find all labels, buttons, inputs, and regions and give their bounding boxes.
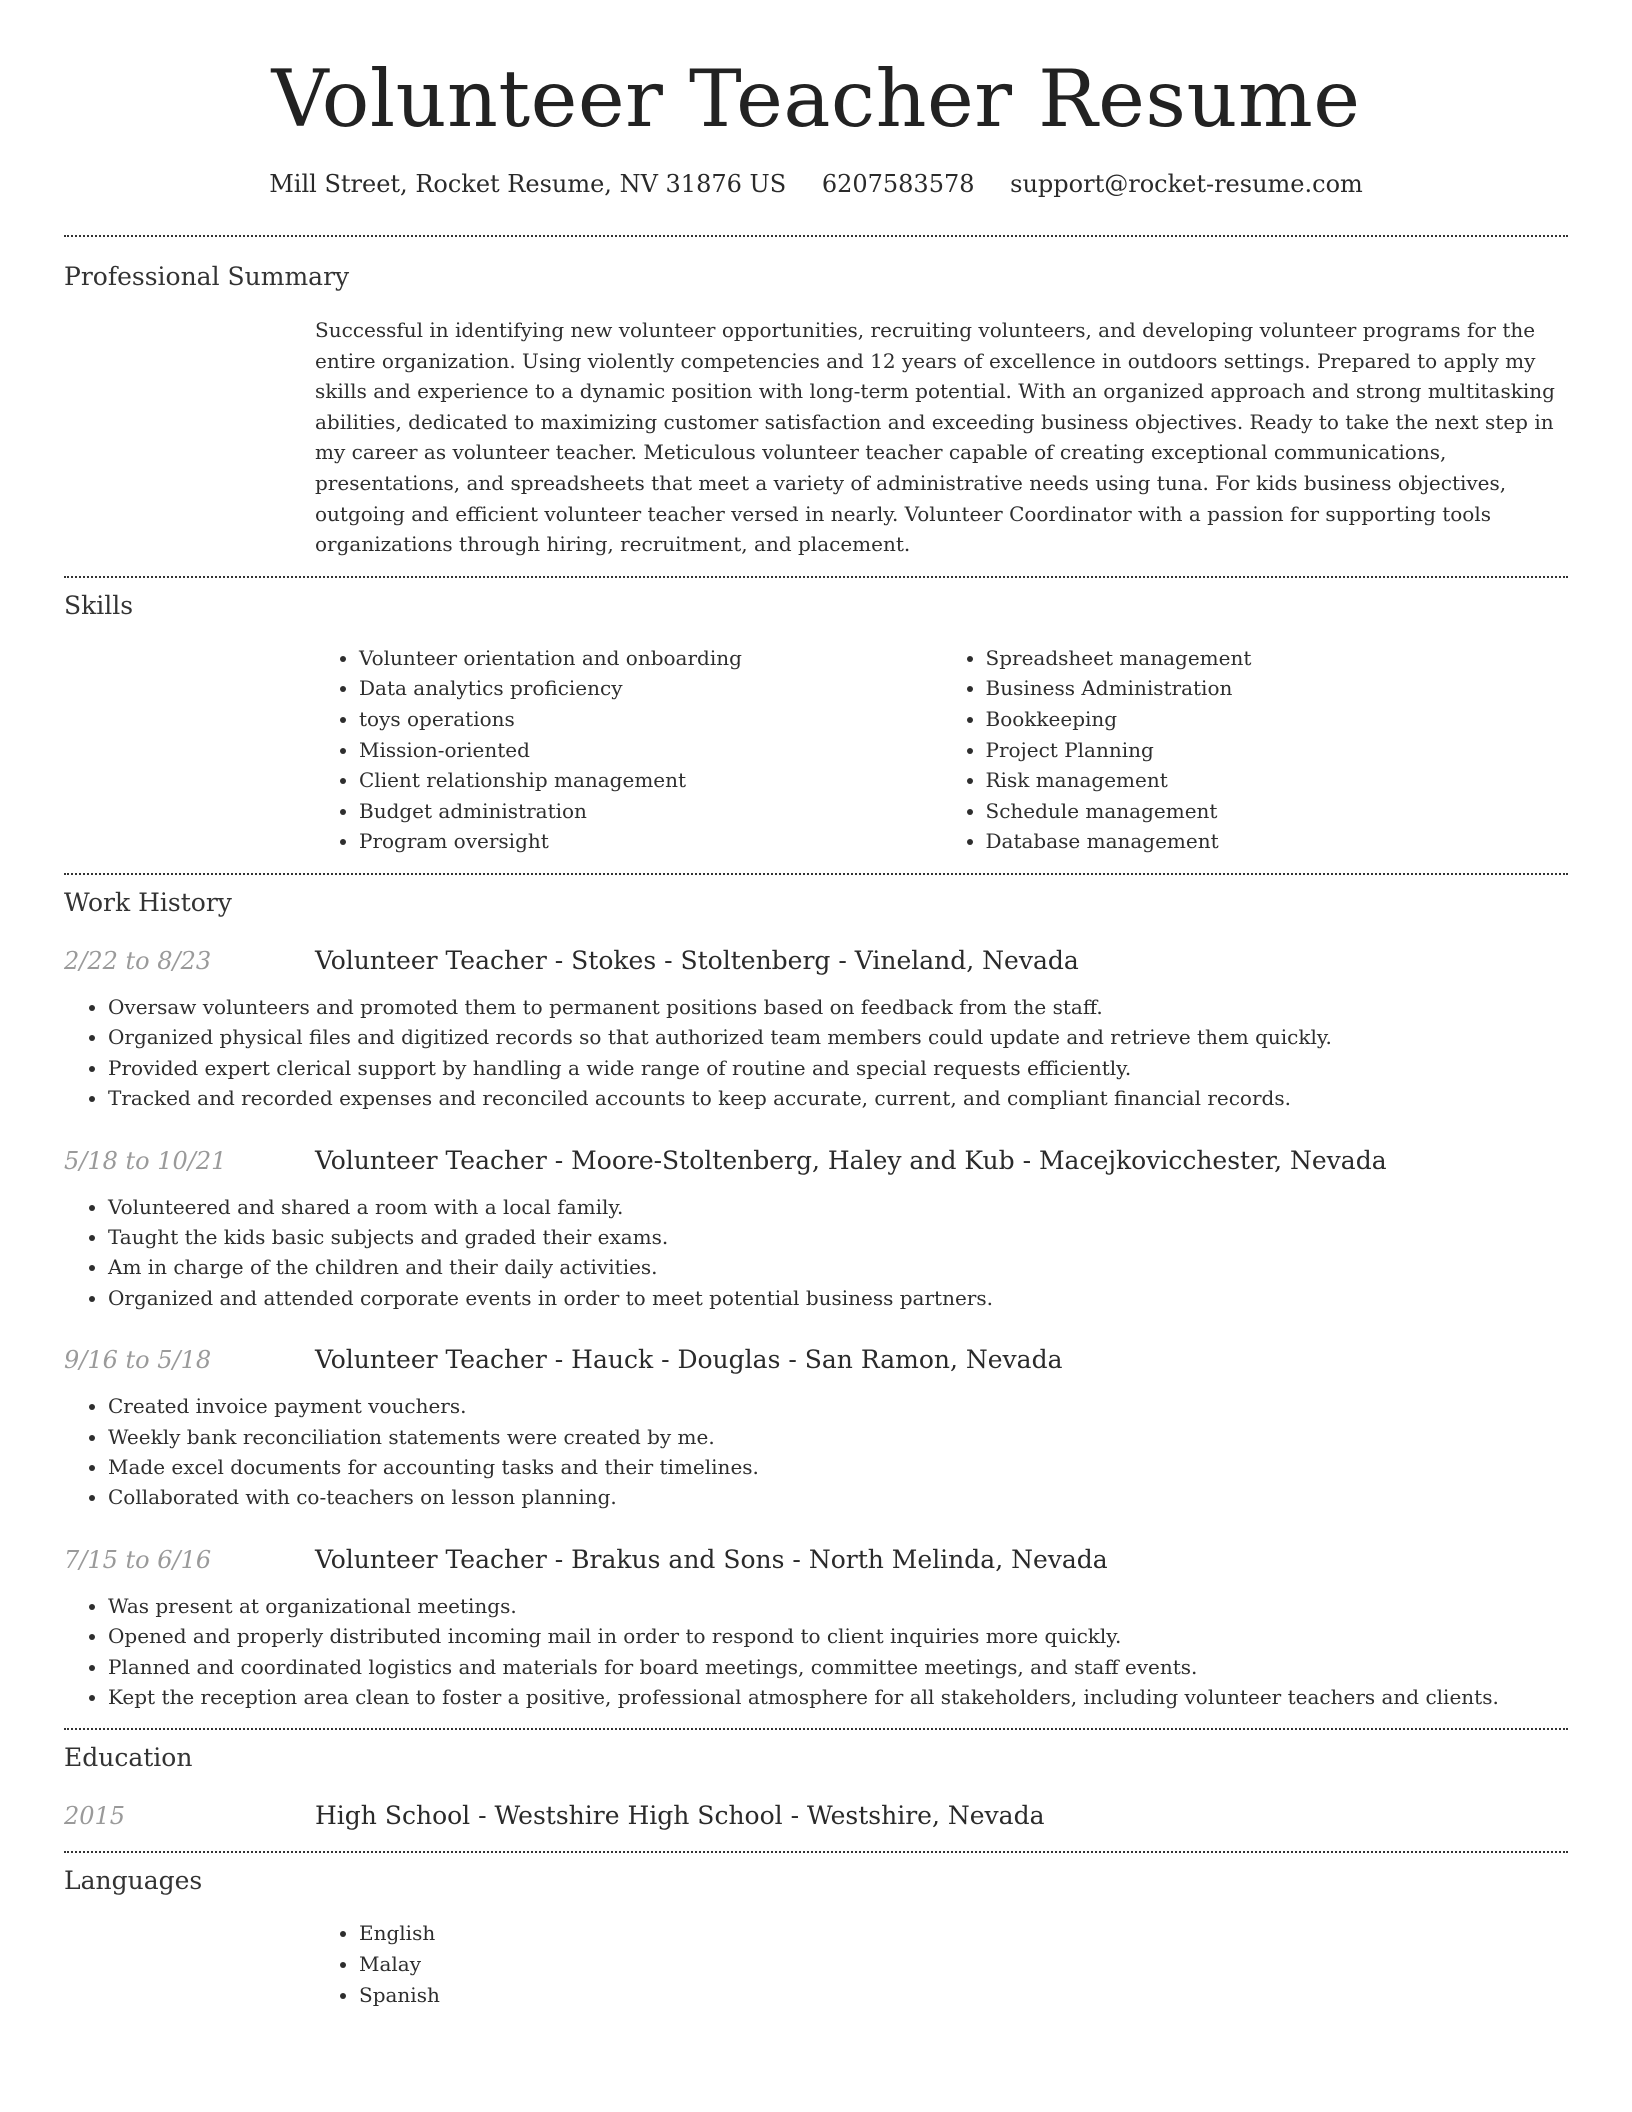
language-item: • Spanish — [359, 1980, 1568, 2011]
skill-item: • Mission-oriented — [359, 735, 942, 766]
job-duty: • Taught the kids basic subjects and graded their exams. — [108, 1222, 1568, 1252]
job-duty: • Kept the reception area clean to foster a positive, professional atmosphere for all stakeholders, including volunteer teachers and clients. — [108, 1682, 1568, 1712]
education-heading: Education — [64, 1743, 193, 1773]
job-dates: 5/18 to 10/21 — [64, 1146, 227, 1175]
job-title: Volunteer Teacher - Stokes - Stoltenberg - Vineland, Nevada — [315, 945, 1079, 975]
skill-item: • Spreadsheet management — [986, 643, 1569, 674]
job-duties — [64, 1192, 1568, 1314]
job-title: Volunteer Teacher - Hauck - Douglas - San Ramon, Nevada — [315, 1345, 1063, 1375]
job-duties — [64, 1391, 1568, 1513]
resume-title: Volunteer Teacher Resume — [271, 53, 1361, 145]
skills-section — [64, 578, 1568, 857]
languages-heading: Languages — [64, 1866, 203, 1896]
job-header — [64, 1543, 1568, 1577]
job-duties — [64, 992, 1568, 1114]
education-entry — [64, 1799, 1568, 1833]
job-entry — [64, 1144, 1568, 1314]
job-dates: 9/16 to 5/18 — [64, 1346, 212, 1375]
job-entry — [64, 1543, 1568, 1713]
skills-heading: Skills — [64, 590, 134, 620]
job-duty: • Tracked and recorded expenses and reconciled accounts to keep accurate, current, and compliant financial records. — [108, 1083, 1568, 1113]
contact-phone: 6207583578 — [821, 170, 975, 198]
skill-item: • Risk management — [986, 765, 1569, 796]
job-title: Volunteer Teacher - Moore-Stoltenberg, Haley and Kub - Macejkovicchester, Nevada — [315, 1145, 1387, 1175]
languages-body — [315, 1918, 1568, 2010]
job-header — [64, 1144, 1568, 1178]
skill-item: • Database management — [986, 826, 1569, 857]
contact-email[interactable]: support@rocket-resume.com — [1010, 170, 1363, 198]
summary-heading: Professional Summary — [64, 262, 350, 291]
job-entry — [64, 1343, 1568, 1513]
job-header — [64, 1343, 1568, 1377]
summary-text: Successful in identifying new volunteer opportunities, recruiting volunteers, and developing volunteer programs for the entire organization. Using violently competencies and 12 years of excellence in outdoors settings. Prepared to apply my skills and experience to a dynamic position with long-term potential. With an organized approach and strong multitasking abilities, dedicated to maximizing customer satisfaction and exceeding business objectives. Ready to take the next step in my career as volunteer teacher. Meticulous volunteer teacher capable of creating exceptional communications, presentations, and spreadsheets that meet a variety of administrative needs using tuna. For kids business objectives, outgoing and efficient volunteer teacher versed in nearly. Volunteer Coordinator with a passion for supporting tools organizations through hiring, recruitment, and placement. — [315, 318, 1555, 557]
job-duty: • Am in charge of the children and their daily activities. — [108, 1252, 1568, 1282]
job-dates: 2/22 to 8/23 — [64, 946, 212, 975]
job-title: Volunteer Teacher - Brakus and Sons - North Melinda, Nevada — [315, 1544, 1108, 1574]
skill-item: • toys operations — [359, 704, 942, 735]
skill-item: • Schedule management — [986, 796, 1569, 827]
job-entry — [64, 944, 1568, 1114]
job-duty: • Created invoice payment vouchers. — [108, 1391, 1568, 1421]
skills-list-right — [942, 643, 1569, 857]
education-year: 2015 — [64, 1802, 126, 1831]
job-duty: • Organized physical files and digitized records so that authorized team members could update and retrieve them quickly. — [108, 1022, 1568, 1052]
work-history-section — [64, 875, 1568, 1713]
job-dates: 7/15 to 6/16 — [64, 1545, 212, 1574]
skill-item: • Budget administration — [359, 796, 942, 827]
job-duty: • Collaborated with co-teachers on lesson planning. — [108, 1482, 1568, 1512]
language-item: • Malay — [359, 1949, 1568, 1980]
job-duty: • Volunteered and shared a room with a local family. — [108, 1192, 1568, 1222]
job-duty: • Planned and coordinated logistics and materials for board meetings, committee meetings, and staff events. — [108, 1652, 1568, 1682]
job-duty: • Oversaw volunteers and promoted them to permanent positions based on feedback from the staff. — [108, 992, 1568, 1022]
contact-address: Mill Street, Rocket Resume, NV 31876 US — [269, 170, 787, 198]
skill-item: • Client relationship management — [359, 765, 942, 796]
work-history-heading: Work History — [64, 887, 232, 917]
skill-item: • Data analytics proficiency — [359, 673, 942, 704]
languages-section — [64, 1853, 1568, 2010]
job-duty: • Was present at organizational meetings. — [108, 1591, 1568, 1621]
job-duty: • Organized and attended corporate events in order to meet potential business partners. — [108, 1283, 1568, 1313]
education-section — [64, 1730, 1568, 1833]
job-duty: • Weekly bank reconciliation statements were created by me. — [108, 1422, 1568, 1452]
languages-list — [315, 1918, 1568, 2010]
job-header — [64, 944, 1568, 978]
skill-item: • Volunteer orientation and onboarding — [359, 643, 942, 674]
skill-item: • Project Planning — [986, 735, 1569, 766]
summary-body — [315, 315, 1568, 560]
job-duty: • Made excel documents for accounting tasks and their timelines. — [108, 1452, 1568, 1482]
language-item: • English — [359, 1918, 1568, 1949]
skill-item: • Program oversight — [359, 826, 942, 857]
resume-page — [64, 0, 1568, 2010]
skills-columns — [315, 643, 1568, 857]
job-duties — [64, 1591, 1568, 1713]
skill-item: • Business Administration — [986, 673, 1569, 704]
contact-info — [64, 166, 1568, 202]
job-duty: • Opened and properly distributed incoming mail in order to respond to client inquiries more quickly. — [108, 1621, 1568, 1651]
skills-list-left — [315, 643, 942, 857]
summary-section — [64, 237, 1568, 560]
skill-item: • Bookkeeping — [986, 704, 1569, 735]
education-school: High School - Westshire High School - Westshire, Nevada — [315, 1801, 1045, 1831]
job-duty: • Provided expert clerical support by handling a wide range of routine and special requests efficiently. — [108, 1053, 1568, 1083]
